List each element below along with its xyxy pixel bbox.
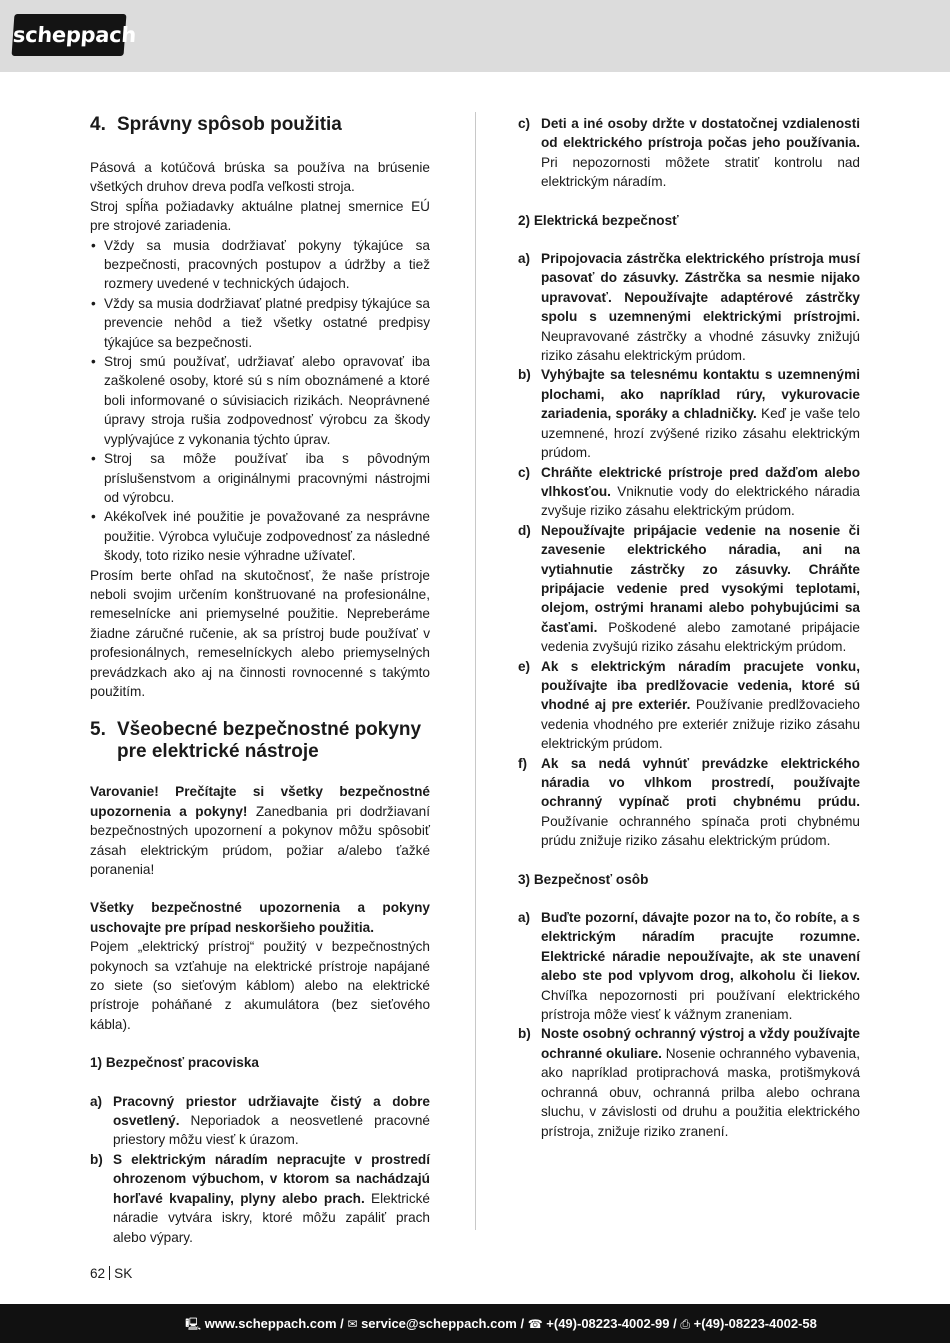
item-letter: b) — [518, 1026, 531, 1042]
list-item — [518, 908, 860, 1024]
header-bar — [0, 0, 950, 72]
item-letter: a) — [518, 910, 531, 926]
item-bold: Vyhýbajte sa telesnému kontaktu s uzemnenými plochami, ako napríklad rúry, vykurovacie zariadenia, sporáky a chladničky. — [541, 367, 860, 422]
item-text: Používanie predlžovacieho vedenia vhodného pre exteriér znižuje riziko zásahu elektrickým prúdom. — [541, 697, 860, 752]
footer-separator: / — [520, 1316, 528, 1331]
item-text: Nosenie ochranného vybavenia, ako napríklad protiprachová maska, protišmyková ochranná obuv, ochranná prilba alebo ochrana sluchu, v závislosti od druhu a použitia elektrického prístroja, znižuje riziko zranení. — [541, 1045, 860, 1139]
list-item: • Vždy sa musia dodržiavať pokyny týkajúce sa bezpečnosti, pracovných postupov a údržby a tiež rozmery uvedené v technických údajoch. — [90, 236, 430, 294]
list-item — [518, 754, 860, 851]
list-item: • Vždy sa musia dodržiavať platné predpisy týkajúce sa prevencie nehôd a tiež všetky ostatné predpisy týkajúce sa bezpečnosti. — [90, 294, 430, 352]
item-letter: b) — [518, 367, 531, 383]
list-item: • Stroj smú používať, udržiavať alebo opravovať iba zaškolené osoby, ktoré sú s ním oboznámené a ktoré boli informované o súvisiacich rizikách. Neoprávnené úpravy stroja rušia zodpovednosť výrobcu za škody vyplývajúce z vykonania týchto úprav. — [90, 352, 430, 449]
item-letter: b) — [90, 1151, 103, 1167]
left-column — [90, 114, 430, 1247]
footer-fax: +(49)-08223-4002-58 — [693, 1316, 817, 1331]
right-column — [518, 114, 860, 1141]
warning-text: Zanedbania pri dodržiavaní bezpečnostných upozornení a pokynov môžu spôsobiť zásah elektrickým prúdom, požiar a/alebo ťažké poranenia! — [90, 803, 430, 877]
list-item — [518, 463, 860, 521]
item-bold: Noste osobný ochranný výstroj a vždy používajte ochranné okuliare. — [541, 1026, 860, 1061]
item-letter: c) — [518, 464, 531, 480]
paragraph: Pojem „elektrický prístroj“ použitý v bezpečnostných pokynoch sa vzťahuje na elektrické prístroje napájané zo siete (so sieťovým káblom) alebo na elektrické prístroje poháňané z akumulátora (bez sieťového kábla). — [90, 939, 430, 1032]
list-item — [90, 1150, 430, 1247]
section-5-heading — [90, 719, 430, 763]
item-text: Neporiadok a neosvetlené pracovné priestory môžu viesť k úrazom. — [113, 1113, 430, 1148]
warning-paragraph — [90, 782, 430, 879]
paragraph: Pásová a kotúčová brúska sa používa na brúsenie všetkých druhov dreva podľa veľkosti stroja. — [90, 160, 430, 195]
footer-separator: / — [340, 1316, 348, 1331]
item-bold: Ak s elektrickým náradím pracujete vonku, používajte iba predlžovacie vedenia, ktoré sú vhodné aj pre exteriér. — [541, 658, 860, 713]
item-text: Chvíľka nepozornosti pri používaní elektrického prístroja môže viesť k vážnym zraneniam. — [541, 987, 860, 1023]
item-bold: Ak sa nedá vyhnúť prevádzke elektrického náradia vo vlhkom prostredí, používajte ochranný vypínač proti chybnému prúdu. — [541, 755, 860, 810]
item-text: Vniknutie vody do elektrického náradia zvyšuje riziko zásahu elektrickým prúdom. — [541, 483, 860, 519]
section-title: Všeobecné bezpečnostné pokyny pre elektrické nástroje — [117, 719, 422, 763]
footer-phone[interactable]: +(49)-08223-4002-99 — [546, 1316, 670, 1331]
item-letter: f) — [518, 755, 528, 771]
item-bold: Deti a iné osoby držte v dostatočnej vzdialenosti od elektrického prístroja počas jeho používania. — [541, 116, 860, 151]
fax-icon: ⎙ — [680, 1317, 690, 1331]
item-text: Neupravované zástrčky a vhodné zásuvky znižujú riziko zásahu elektrickým prúdom. — [541, 328, 860, 364]
item-bold: S elektrickým náradím nepracujte v prostredí ohrozenom výbuchom, v ktorom sa nachádzajú horľavé kvapaliny, plyny alebo prach. — [113, 1151, 430, 1206]
paragraph: Prosím berte ohľad na skutočnosť, že naše prístroje neboli svojim určením konštruované na profesionálne, remeselnícke ani priemyselné použitie. Nepreberáme žiadne záručné ručenie, ak sa prístroj bude používať v profesionálnych, remeselníckych alebo priemyselných prevádzkach ako aj na činnosti rovnocenné s takýmto použitím. — [90, 567, 430, 699]
phone-icon: ☎ — [527, 1317, 543, 1331]
bullet-list — [90, 236, 430, 566]
list-item — [518, 1024, 860, 1140]
subsection-heading: 1) Bezpečnosť pracoviska — [90, 1055, 259, 1071]
list-item — [518, 114, 860, 192]
item-letter: a) — [90, 1093, 103, 1109]
footer-email[interactable]: service@scheppach.com — [361, 1316, 517, 1331]
page-separator — [109, 1266, 110, 1280]
keep-notice-paragraph — [90, 898, 430, 937]
item-letter: e) — [518, 658, 531, 674]
keep-notice-bold: Všetky bezpečnostné upozornenia a pokyny uschovajte pre prípad neskoršieho použitia. — [90, 900, 430, 935]
footer-separator: / — [673, 1316, 681, 1331]
mail-icon: ✉ — [347, 1317, 358, 1331]
list-item: • Stroj sa môže používať iba s pôvodným príslušenstvom a originálnymi pracovnými nástrojmi od výrobcu. — [90, 449, 430, 507]
item-letter: a) — [518, 251, 531, 267]
item-bold: Chráňte elektrické prístroje pred dažďom alebo vlhkosťou. — [541, 464, 860, 499]
section-4-heading — [90, 114, 430, 136]
item-text: Používanie ochranného spínača proti chybnému prúdu znižuje riziko zásahu elektrickým prúdom. — [541, 813, 860, 849]
list-item — [90, 1092, 430, 1150]
subsection-heading: 2) Elektrická bezpečnosť — [518, 212, 679, 228]
item-bold: Pripojovacia zástrčka elektrického prístroja musí pasovať do zásuvky. Zástrčka sa nesmie nijako upravovať. Nepoužívajte adaptérové zástrčky spolu s uzemnenými elektrickými prístrojmi. — [541, 251, 860, 325]
item-text: Poškodené alebo zamotané pripájacie vedenia zvyšujú riziko zásahu elektrickým prúdom. — [541, 619, 860, 655]
section-number: 5. — [90, 719, 106, 741]
page-number — [90, 1266, 132, 1282]
computer-icon: 🖳 — [185, 1317, 202, 1331]
footer-bar — [0, 1304, 950, 1343]
item-text: Elektrické náradie vytvára iskry, ktoré môžu zapáliť prach alebo výpary. — [113, 1190, 430, 1245]
item-bold: Nepoužívajte pripájacie vedenie na nosenie či zavesenie elektrického náradia, ani na vytiahnutie zástrčky zo zásuvky. Chráňte pripájacie vedenie pred vysokými teplotami, olejom, ostrými hranami alebo pohybujúcimi sa časťami. — [541, 522, 860, 635]
list-item: • Akékoľvek iné použitie je považované za nesprávne použitie. Výrobca vylučuje zodpovednosť za následné škody, toto riziko nesie výhradne užívateľ. — [90, 507, 430, 565]
footer-website[interactable]: www.scheppach.com — [204, 1316, 337, 1331]
column-divider — [475, 112, 476, 1230]
list-item — [518, 249, 860, 365]
item-text: Pri nepozornosti môžete stratiť kontrolu nad elektrickým náradím. — [541, 154, 860, 190]
page-number-value: 62 — [90, 1266, 106, 1281]
warning-bold: Varovanie! Prečítajte si všetky bezpečnostné upozornenia a pokyny! — [90, 784, 430, 819]
section-number: 4. — [90, 114, 106, 135]
brand-logo: scheppach — [12, 14, 127, 56]
item-bold: Pracovný priestor udržiavajte čistý a dobre osvetlený. — [113, 1093, 430, 1129]
list-item — [518, 657, 860, 754]
item-text: Keď je vaše telo uzemnené, hrozí zvýšené riziko zásahu elektrickým prúdom. — [541, 406, 861, 461]
list-item — [518, 365, 860, 462]
item-letter: c) — [518, 116, 531, 131]
page-language: SK — [114, 1266, 133, 1281]
item-bold: Buďte pozorní, dávajte pozor na to, čo robíte, a s elektrickým náradím pracujte rozumne. Elektrické náradie nepoužívajte, ak ste unavení alebo ste pod vplyvom drog, alkoholu či liekov. — [541, 910, 860, 984]
list-item — [518, 521, 860, 657]
paragraph: Stroj spĺňa požiadavky aktuálne platnej smernice EÚ pre strojové zariadenia. — [90, 198, 430, 234]
section-title: Správny spôsob použitia — [117, 114, 342, 135]
item-letter: d) — [518, 522, 531, 538]
subsection-heading: 3) Bezpečnosť osôb — [518, 871, 649, 887]
